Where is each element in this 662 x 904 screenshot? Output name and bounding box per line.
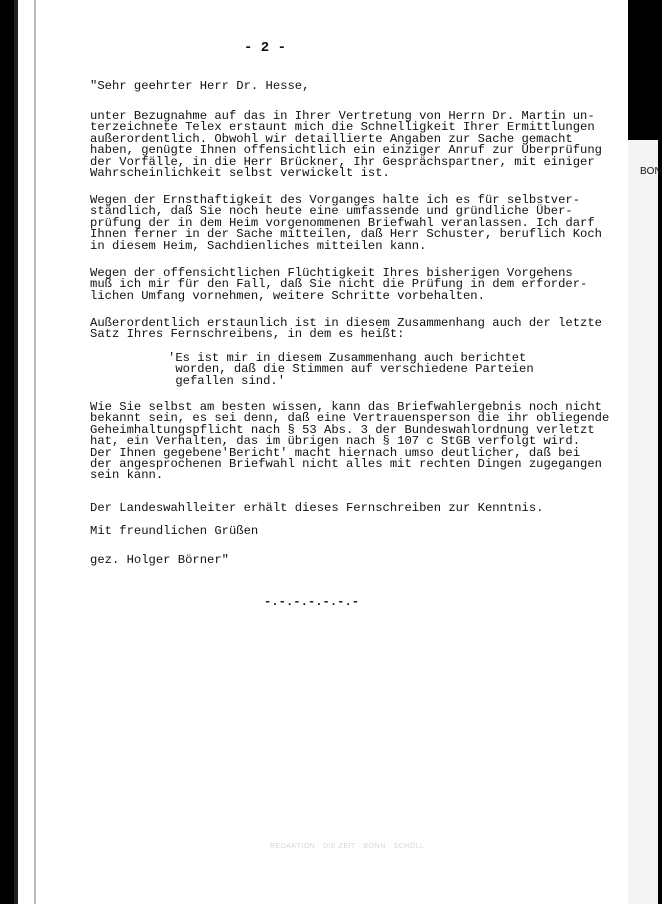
paragraph-request-review: Wegen der Ernsthaftigkeit des Vorganges halte ich es für selbstver- ständlich, daß Sie noch heute eine umfassende und gründliche Über- prüfung der in dem Heim vorgenommenen Briefwahl veranlassen. Ich darf Ihnen ferner in der Sache mitteilen, daß Herr Schuster, beruflich Koch in diesem Heim, Sachdienliches mitteilen kann. — [90, 193, 602, 253]
closing: Mit freundlichen Grüßen — [90, 524, 259, 538]
neighbor-page-text: BON — [640, 166, 662, 177]
paragraph-telex-sentence: Außerordentlich erstaunlich ist in diesem Zusammenhang auch der letzte Satz Ihres Fernschreibens, in dem es heißt: — [90, 316, 602, 342]
paragraph-intro: unter Bezugnahme auf das in Ihrer Vertretung von Herrn Dr. Martin un- terzeichnete Telex erstaunt mich die Schnelligkeit Ihrer Ermittlungen außerordentlich. Obwohl wir detaillierte Angaben zur Sache gemacht haben, genügte Ihnen offensichtlich ein einziger Anruf zur Überprüfung der Vorfälle, in die Herr Brückner, Ihr Gesprächspartner, mit einiger Wahrscheinlichkeit selbst verwickelt ist. — [90, 109, 602, 181]
separator-line: -.-.-.-.-.-.- — [264, 595, 360, 609]
page-fold-line — [34, 0, 36, 904]
faint-footer-stamp: REDAKTION · DIE ZEIT · BONN · SCHÖLL — [270, 843, 425, 850]
quoted-passage: 'Es ist mir in diesem Zusammenhang auch berichtet worden, daß die Stimmen auf verschiedene Parteien gefallen sind.' — [168, 351, 534, 388]
neighbor-page — [628, 140, 658, 904]
page-number: - 2 - — [244, 40, 287, 56]
paragraph-postal-vote: Wie Sie selbst am besten wissen, kann das Briefwahlergebnis noch nicht bekannt sein, es sei denn, daß eine Vertrauensperson die ihr obliegende Geheimhaltungspflicht nach § 53 Abs. 3 der Bundeswahlordnung verletzt hat, ein Verhalten, das im übrigen nach § 107 c StGB verfolgt wird. Der Ihnen gegebene'Bericht' macht hiernach umso deutlicher, daß bei der angesprochenen Briefwahl nicht alles mit rechten Dingen zugegangen sein kann. — [90, 400, 610, 483]
salutation: "Sehr geehrter Herr Dr. Hesse, — [90, 79, 310, 93]
signature: gez. Holger Börner" — [90, 553, 229, 567]
cc-line: Der Landeswahlleiter erhält dieses Fernschreiben zur Kenntnis. — [90, 501, 544, 515]
paragraph-further-steps: Wegen der offensichtlichen Flüchtigkeit Ihres bisherigen Vorgehens muß ich mir für den Fall, daß Sie nicht die Prüfung in dem erforder- lichen Umfang vornehmen, weitere Schritte vorbehalten. — [90, 266, 588, 303]
page-left-edge — [14, 0, 18, 904]
